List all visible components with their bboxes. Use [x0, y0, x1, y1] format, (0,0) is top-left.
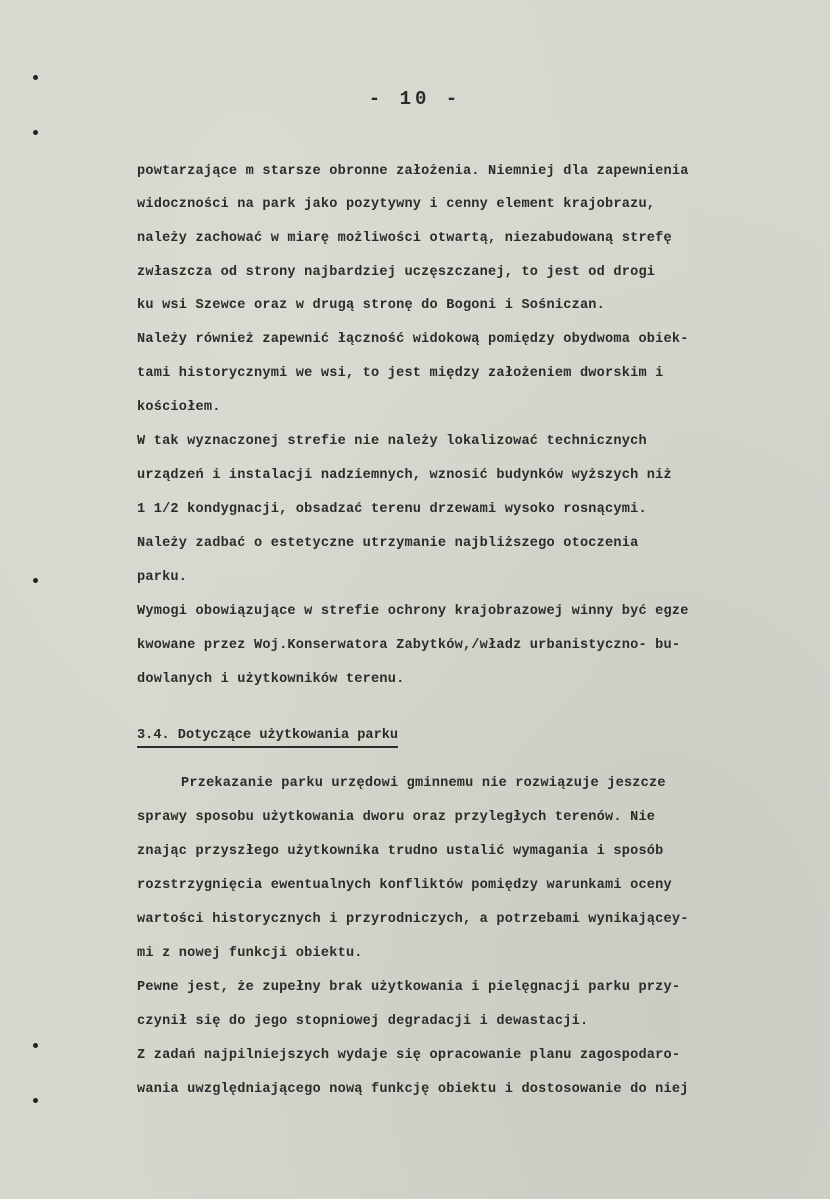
punch-hole-mark: [33, 1043, 38, 1048]
text-line: Należy zadbać o estetyczne utrzymanie najbliższego otoczenia: [137, 536, 639, 551]
punch-hole-mark: [33, 578, 38, 583]
text-line: Należy również zapewnić łączność widokową pomiędzy obydwoma obiek-: [137, 332, 689, 347]
text-line: urządzeń i instalacji nadziemnych, wznosić budynków wyższych niż: [137, 468, 672, 483]
punch-hole-mark: [33, 1098, 38, 1103]
page-number: - 10 -: [368, 88, 462, 110]
text-line: zwłaszcza od strony najbardziej uczęszczanej, to jest od drogi: [137, 265, 656, 280]
text-line: mi z nowej funkcji obiektu.: [137, 946, 363, 961]
text-line: kościołem.: [137, 400, 221, 415]
text-line: Przekazanie parku urzędowi gminnemu nie rozwiązuje jeszcze: [181, 776, 666, 791]
text-line: rozstrzygnięcia ewentualnych konfliktów pomiędzy warunkami oceny: [137, 878, 672, 893]
text-line: 1 1/2 kondygnacji, obsadzać terenu drzewami wysoko rosnącymi.: [137, 502, 647, 517]
section-heading: 3.4. Dotyczące użytkowania parku: [137, 728, 398, 748]
text-line: znając przyszłego użytkownika trudno ustalić wymagania i sposób: [137, 844, 664, 859]
text-line: kwowane przez Woj.Konserwatora Zabytków,/władz urbanistyczno- bu-: [137, 638, 681, 653]
text-line: Pewne jest, że zupełny brak użytkowania i pielęgnacji parku przy-: [137, 980, 681, 995]
text-line: Wymogi obowiązujące w strefie ochrony krajobrazowej winny być egze: [137, 604, 689, 619]
text-line: ku wsi Szewce oraz w drugą stronę do Bogoni i Sośniczan.: [137, 298, 606, 313]
text-line: widoczności na park jako pozytywny i cenny element krajobrazu,: [137, 197, 656, 212]
text-line: dowlanych i użytkowników terenu.: [137, 672, 405, 687]
text-line: wartości historycznych i przyrodniczych, a potrzebami wynikającey-: [137, 912, 689, 927]
text-line: W tak wyznaczonej strefie nie należy lokalizować technicznych: [137, 434, 647, 449]
text-line: należy zachować w miarę możliwości otwartą, niezabudowaną strefę: [137, 231, 672, 246]
punch-hole-mark: [33, 75, 38, 80]
text-line: czynił się do jego stopniowej degradacji i dewastacji.: [137, 1014, 589, 1029]
text-line: powtarzające m starsze obronne założenia. Niemniej dla zapewnienia: [137, 164, 689, 179]
text-line: Z zadań najpilniejszych wydaje się opracowanie planu zagospodaro-: [137, 1048, 681, 1063]
text-line: tami historycznymi we wsi, to jest między założeniem dworskim i: [137, 366, 664, 381]
punch-hole-mark: [33, 130, 38, 135]
text-line: parku.: [137, 570, 188, 585]
text-line: wania uwzględniającego nową funkcję obiektu i dostosowanie do niej: [137, 1082, 689, 1097]
text-line: sprawy sposobu użytkowania dworu oraz przyległych terenów. Nie: [137, 810, 656, 825]
